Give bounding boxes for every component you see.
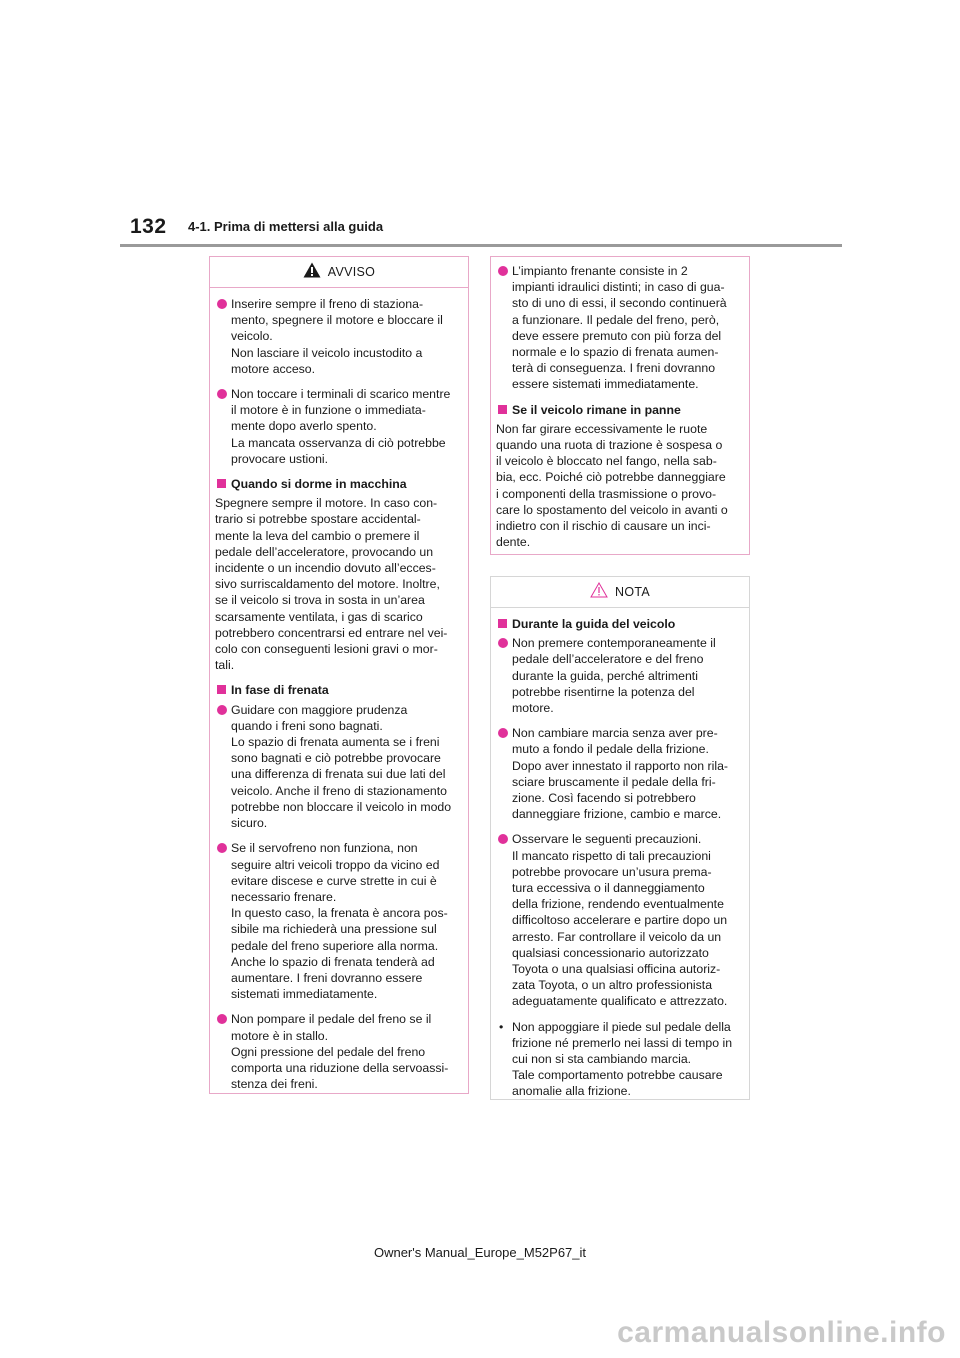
subsection-heading (496, 616, 742, 632)
text-line: comporta una riduzione della servoassi- (231, 1060, 449, 1075)
circle-bullet-icon (498, 266, 508, 276)
body-paragraph (496, 421, 742, 551)
text-line: Non far girare eccessivamente le ruote (496, 421, 708, 436)
text-line: Toyota o una qualsiasi officina autoriz- (512, 962, 721, 977)
text-line: il motore è in funzione o immediata- (231, 403, 426, 418)
text-line: quando una ruota di trazione è sospesa o (496, 438, 723, 453)
warning-box-header (210, 257, 468, 288)
text-line: Spegnere sempre il motore. In caso con- (215, 496, 438, 511)
text-line: qualsiasi concessionario autorizzato (512, 945, 709, 960)
text-line: Anche lo spazio di frenata tenderà ad (231, 954, 435, 969)
text-line: aumentare. I freni dovranno essere (231, 970, 423, 985)
text-line: pedale dell’acceleratore, provocando un (215, 544, 434, 559)
text-line: bia, ecc. Poiché ciò potrebbe danneggiare (496, 470, 726, 485)
square-bullet-icon (217, 479, 226, 488)
text-line: della frizione, rendendo eventualmente (512, 897, 724, 912)
text-line: Se il servofreno non funziona, non (231, 841, 418, 856)
text-line: impianti idraulici distinti; in caso di gua- (512, 280, 725, 295)
text-line: Ogni pressione del pedale del freno (231, 1044, 426, 1059)
text-line: incidente o un incendio dovuto all’ecces- (215, 561, 436, 576)
text-line: scarsamente ventilata, i gas di scarico (215, 609, 423, 624)
text-line: trario si potrebbe spostare accidental- (215, 512, 421, 527)
text-line: Dopo aver innestato il rapporto non rila- (512, 758, 729, 773)
header-rule (120, 244, 842, 247)
text-line: Non cambiare marcia senza aver pre- (512, 726, 718, 741)
text-line: necessario frenare. (231, 889, 337, 904)
bullet-item (496, 725, 742, 822)
circle-bullet-icon (217, 389, 227, 399)
text-line: zione. Così facendo si potrebbero (512, 791, 696, 806)
warning-box-body (210, 288, 468, 1107)
text-line: se il veicolo si trova in sosta in un’area (215, 593, 425, 608)
text-line: Guidare con maggiore prudenza (231, 702, 408, 717)
caution-triangle-outline-icon (590, 582, 608, 603)
body-paragraph (215, 495, 461, 673)
text-line: colo con conseguenti lesioni gravi o mor- (215, 642, 438, 657)
circle-bullet-icon (498, 728, 508, 738)
subsection-heading-text: Se il veicolo rimane in panne (512, 402, 681, 417)
text-line: Non toccare i terminali di scarico mentre (231, 387, 451, 402)
text-line: potrebbe risentirne la potenza del (512, 684, 695, 699)
text-line: sciare bruscamente il pedale della fri- (512, 774, 716, 789)
notice-box (490, 576, 750, 1100)
text-line: L’impianto frenante consiste in 2 (512, 264, 688, 278)
text-line: care lo spostamento del veicolo in avanti o (496, 502, 728, 517)
text-line: motore. (512, 701, 554, 716)
text-line: stenza dei freni. (231, 1077, 318, 1092)
text-line: difficoltoso accelerare e partire dopo un (512, 913, 728, 928)
text-line: danneggiare frizione, cambio e marce. (512, 807, 722, 822)
text-line: veicolo. (231, 329, 273, 344)
text-line: cui non si sta cambiando marcia. (512, 1052, 692, 1067)
text-line: a funzionare. Il pedale del freno, però, (512, 312, 720, 327)
text-line: pedale dell’acceleratore e del freno (512, 652, 704, 667)
text-line: tura eccessiva o il danneggiamento (512, 881, 705, 896)
text-line: mento, spegnere il motore e bloccare il (231, 313, 443, 328)
text-line: indietro con il rischio di causare un inci- (496, 519, 711, 534)
bullet-item (215, 702, 461, 832)
text-line: Osservare le seguenti precauzioni. (512, 832, 702, 847)
text-line: In questo caso, la frenata è ancora pos- (231, 906, 448, 921)
text-line: zata Toyota, o un altro professionista (512, 978, 713, 993)
text-line: tali. (215, 658, 235, 673)
bullet-item (215, 840, 461, 1002)
text-line: essere sistemati immediatamente. (512, 377, 699, 392)
text-line: Lo spazio di frenata aumenta se i freni (231, 735, 440, 750)
text-line: quando i freni sono bagnati. (231, 718, 383, 733)
subsection-heading (215, 682, 461, 698)
text-line: muto a fondo il pedale della frizione. (512, 742, 709, 757)
circle-bullet-icon (217, 705, 227, 715)
text-line: normale e lo spazio di frenata aumen- (512, 345, 719, 360)
page-number: 132 (130, 215, 167, 238)
warning-triangle-icon (303, 262, 321, 283)
circle-bullet-icon (498, 834, 508, 844)
square-bullet-icon (498, 619, 507, 628)
text-line: motore acceso. (231, 361, 316, 376)
footer-manual-id: Owner's Manual_Europe_M52P67_it (373, 1245, 587, 1260)
text-line: Il mancato rispetto di tali precauzioni (512, 848, 711, 863)
text-line: sono bagnati e ciò potrebbe provocare (231, 751, 441, 766)
bullet-item (215, 1011, 461, 1092)
text-line: Non lasciare il veicolo incustodito a (231, 345, 423, 360)
circle-bullet-icon (217, 299, 227, 309)
subsection-heading-text: Quando si dorme in macchina (231, 477, 407, 492)
text-line: dente. (496, 535, 531, 550)
subsection-heading-text: In fase di frenata (231, 683, 329, 698)
text-line: pedale del freno superiore alla norma. (231, 938, 439, 953)
text-line: anomalie alla frizione. (512, 1084, 631, 1099)
warning-box (209, 256, 469, 1094)
warning-label: AVVISO (327, 265, 376, 279)
section-title: 4-1. Prima di mettersi alla guida (188, 219, 384, 234)
text-line: veicolo. Anche il freno di stazionamento (231, 783, 448, 798)
text-line: Non pompare il pedale del freno se il (231, 1012, 432, 1027)
bullet-item (496, 263, 742, 393)
continuation-box-body (491, 257, 749, 565)
text-line: potrebbe non bloccare il veicolo in modo (231, 799, 452, 814)
bullet-item (496, 831, 742, 1009)
bullet-item (215, 296, 461, 377)
notice-label: NOTA (615, 585, 650, 599)
text-line: La mancata osservanza di ciò potrebbe (231, 435, 446, 450)
text-line: Inserire sempre il freno di staziona- (231, 297, 424, 311)
text-line: mente la leva del cambio o premere il (215, 528, 420, 543)
text-line: durante la guida, perché altrimenti (512, 668, 698, 683)
text-line: arresto. Far controllare il veicolo da un (512, 929, 722, 944)
watermark: carmanualsonline.info (617, 1316, 946, 1349)
small-bullet-icon: • (499, 1019, 504, 1034)
text-line: Non premere contemporaneamente il (512, 636, 716, 651)
text-line: terà di conseguenza. I freni dovranno (512, 361, 716, 376)
bullet-item (215, 386, 461, 467)
text-line: potrebbe provocare un’usura prema- (512, 864, 712, 879)
square-bullet-icon (217, 685, 226, 694)
text-line: sivo surriscaldamento del motore. Inoltre, (215, 577, 440, 592)
text-line: sistemati immediatamente. (231, 987, 378, 1002)
subsection-heading (496, 402, 742, 418)
text-line: seguire altri veicoli troppo da vicino ed (231, 857, 440, 872)
text-line: i componenti della trasmissione o provo- (496, 486, 717, 501)
circle-bullet-icon (217, 843, 227, 853)
text-line: provocare ustioni. (231, 451, 329, 466)
dash-item (496, 1019, 742, 1100)
text-line: deve essere premuto con più forza del (512, 328, 722, 343)
text-line: mente dopo averlo spento. (231, 419, 377, 434)
circle-bullet-icon (217, 1014, 227, 1024)
notice-box-body (491, 608, 749, 1115)
text-line: frizione né premerlo nei lassi di tempo in (512, 1035, 733, 1050)
text-line: Tale comportamento potrebbe causare (512, 1068, 723, 1083)
text-line: adeguatamente qualificato e attrezzato. (512, 994, 728, 1009)
square-bullet-icon (498, 405, 507, 414)
text-line: sto di uno di essi, il secondo continuerà (512, 296, 727, 311)
text-line: una differenza di frenata sui due lati del (231, 767, 446, 782)
text-line: sicuro. (231, 816, 268, 831)
text-line: Non appoggiare il piede sul pedale della (512, 1019, 731, 1034)
text-line: evitare discese e curve strette in cui è (231, 873, 437, 888)
bullet-item (496, 635, 742, 716)
subsection-heading-text: Durante la guida del veicolo (512, 617, 676, 631)
text-line: motore è in stallo. (231, 1028, 329, 1043)
text-line: sibile ma richiederà una pressione sul (231, 922, 437, 937)
text-line: il veicolo è bloccato nel fango, nella sab- (496, 454, 717, 469)
notice-box-header (491, 577, 749, 608)
continuation-box (490, 256, 750, 555)
subsection-heading (215, 476, 461, 492)
circle-bullet-icon (498, 638, 508, 648)
text-line: potrebbero concentrarsi ed entrare nel vei- (215, 625, 448, 640)
